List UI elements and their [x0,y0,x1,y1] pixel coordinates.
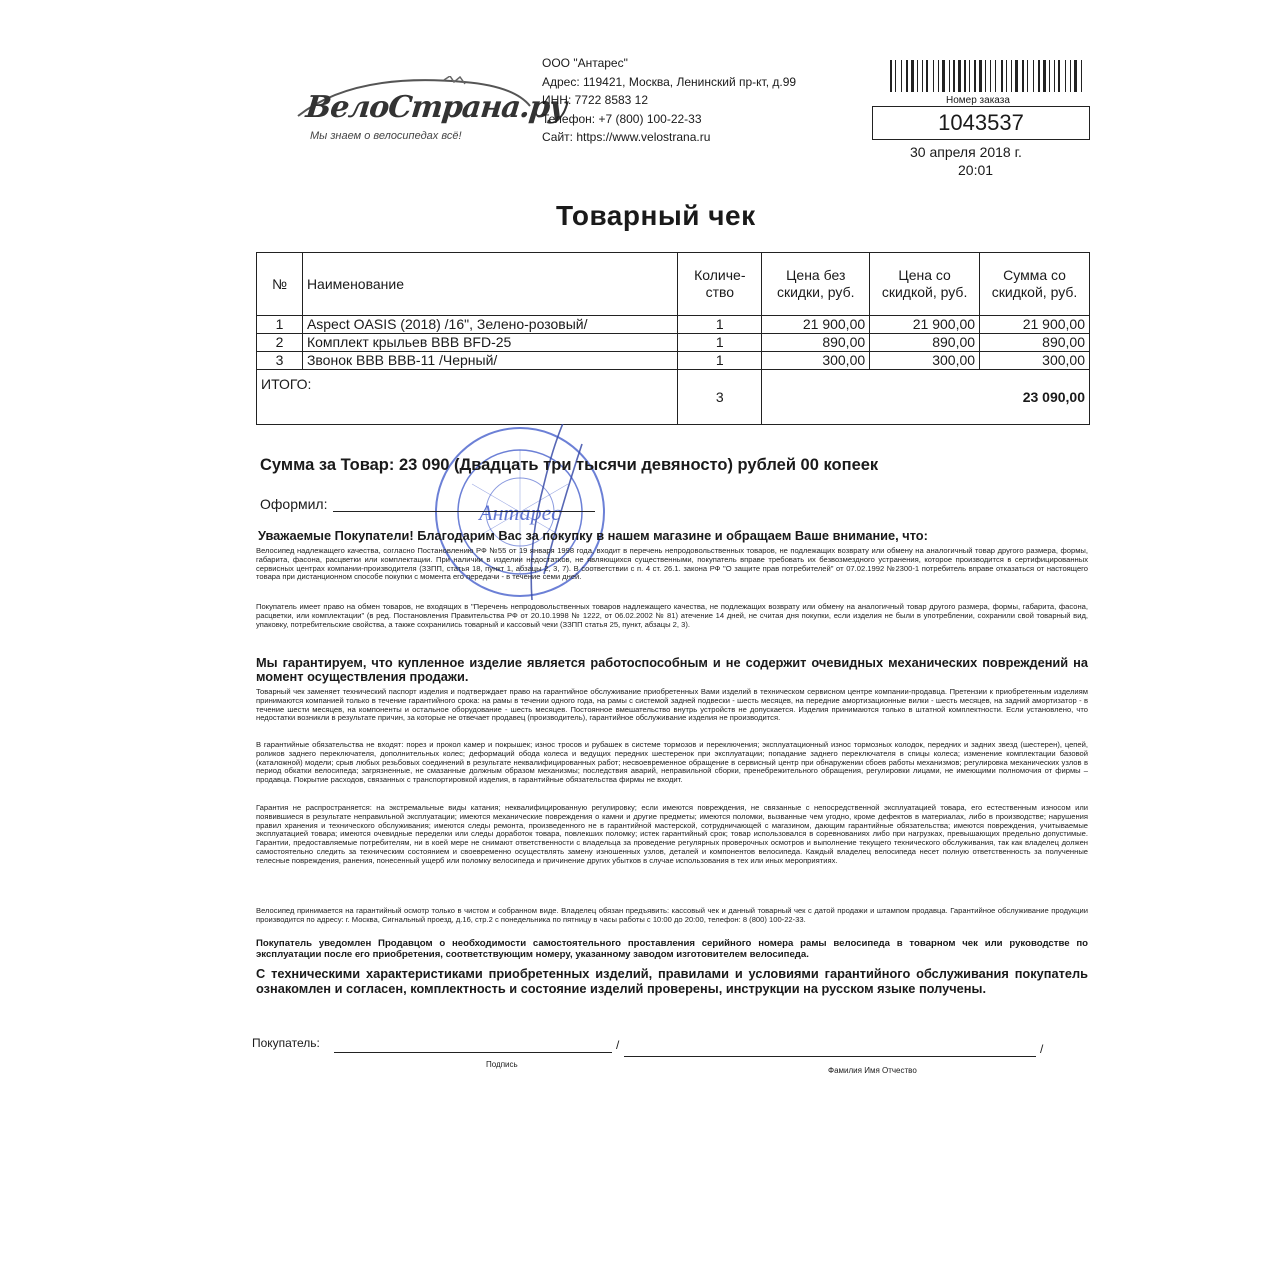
prepared-by-label: Оформил: [260,496,328,512]
terms-paragraph-2: Покупатель имеет право на обмен товаров, не входящих в "Перечень непродовольственных товаров надлежащего качества, не подлежащих возврату или обмену на аналогичный товар другого размера, формы, габарита, фасона, расцветки, или комплектации" (в ред. Постановления Правительства РФ от 20.10.1998 № 1222, от 06.02.2002 № 81) атечение 14 дней, не считая дня покупки, если изделия не были в употреблении, сохранили свой товарный вид, упаковку, потребительские свойства, а также сохранились товарный и кассовый чеки (ЗЗПП статья 25, пункт, абзацы 2, 3). [256,602,1088,629]
row-qty: 1 [678,352,762,370]
serial-notice: Покупатель уведомлен Продавцом о необходимости самостоятельного проставления серийного номера рамы велосипеда в товарном чек или руководстве по эксплуатации после его приобретения, соответствующим номеру, указанному заводом изготовителем велосипеда. [256,938,1088,960]
order-number: 1043537 [872,106,1090,140]
table-total-row [257,370,1090,425]
separator-slash: / [1040,1042,1044,1056]
row-sum: 890,00 [980,334,1090,352]
terms-paragraph-3: Товарный чек заменяет технический паспорт изделия и подтверждает право на гарантийное обслуживание приобретенных Вами изделий в техническом сервисном центре компании-продавца. Претензии к приобретенным изделиям принимаются компанией только в течение гарантийного срока: на рамы в течении одного года, на рамы с системой задней подвески - шесть месяцев, на передние амортизационные вилки - шесть месяцев, на задний амортизатор - в течение шести месяцев, на компоненты и остальное оборудование - шесть месяцев. Постоянное вмешательство внутрь устройств не допускается. Изделия принимаются только в штатной комплектности. Если установлено, что недостатки возникли в результате причин, за которые не отвечает продавец (производитель), гарантийное обслуживание изделия не производится. [256,687,1088,723]
full-name-line [624,1056,1036,1057]
terms-paragraph-6: Велосипед принимается на гарантийный осмотр только в чистом и собранном виде. Владелец обязан предъявить: кассовый чек и данный товарный чек с датой продажи и штампом продавца. Гарантийное обслуживание продукции производится по адресу: г. Москва, Сигнальный проезд, д.16, стр.2 с понедельника по пятницу в часы работы с 10:00 до 20:00, телефон: 8 (800) 100-22-33. [256,906,1088,924]
row-price: 890,00 [762,334,870,352]
row-name: Звонок BBB BBB-11 /Черный/ [302,352,677,370]
order-date: 30 апреля 2018 г. [910,144,1022,160]
company-phone: Телефон: +7 (800) 100-22-33 [542,111,702,126]
notice-heading: Уважаемые Покупатели! Благодарим Вас за покупку в нашем магазине и обращаем Ваше внимание, что: [258,528,928,543]
signature-line [334,1052,612,1053]
buyer-label: Покупатель: [252,1036,320,1050]
row-price: 300,00 [762,352,870,370]
total-label: ИТОГО: [257,370,678,425]
terms-paragraph-5: Гарантия не распространяется: на экстремальные виды катания; неквалифицированную регулировку; если имеются повреждения, не связанные с непосредственной эксплуатацией товара, его естественным износом или появившиеся в результате неправильной эксплуатации; имеются механические повреждения о камни и другие предметы; имеются поломки, вызванные чем угодно, кроме дефектов в материалах, либо в производстве; нарушения правил хранения и технического обслуживания; имеются следы ремонта, произведенного не в гарантийной мастерской, сотрудничающей с магазином, дающим гарантийные обязательства; имеются повреждения, учитываемые эксплуатацией товара; имеются очевидные переделки или следы доработок товара, повлекших поломку; истек гарантийный срок; товар использовался в соревнованиях либо при нагрузках, превышающих предельно допустимые. Гарантии, предоставляемые потребителям, ни в коей мере не снимают ответственности с владельца за проведение регулярных проверочных осмотров и выполнение текущего технического обслуживания, так как владелец должен самостоятельно следить за техническим состоянием и своевременно осуществлять замену изношенных узлов, деталей и компонентов велосипеда. Каждый владелец велосипеда несет полную ответственность за полученные телесные повреждения, ранения, понесенный ущерб или поломку велосипеда и причинение других убытков в случае использования в тех или иных мероприятиях. [256,803,1088,865]
row-sum: 300,00 [980,352,1090,370]
separator-slash: / [616,1038,620,1052]
table-header-row [257,253,1090,316]
row-discount-price: 890,00 [870,334,980,352]
company-site: Сайт: https://www.velostrana.ru [542,130,711,144]
row-sum: 21 900,00 [980,316,1090,334]
signature-caption: Подпись [486,1060,518,1069]
table-row [257,352,1090,370]
row-number: 3 [257,352,303,370]
stamp-text: Антарес [479,500,561,525]
col-header-qty: Количе-ство [678,253,762,316]
row-name: Комплект крыльев BBB BFD-25 [302,334,677,352]
col-header-discount-price: Цена со скидкой, руб. [870,253,980,316]
total-qty: 3 [678,370,762,425]
company-inn: ИНН: 7722 8583 12 [542,93,649,107]
row-price: 21 900,00 [762,316,870,334]
full-name-caption: Фамилия Имя Отчество [828,1066,917,1075]
company-info [542,54,796,147]
company-logo [300,82,568,152]
row-discount-price: 300,00 [870,352,980,370]
row-name: Aspect OASIS (2018) /16", Зелено-розовый/ [302,316,677,334]
row-discount-price: 21 900,00 [870,316,980,334]
logo-text: ВелоСтрана.ру [304,90,568,125]
company-address: Адрес: 119421, Москва, Ленинский пр-кт, д.99 [542,74,797,89]
col-header-sum: Сумма со скидкой, руб. [980,253,1090,316]
acknowledgement: С техническими характеристиками приобретенных изделий, правилами и условиями гарантийного обслуживания покупатель ознакомлен и согласен, комплектность и состояние изделий проверены, инструкции на русском языке получены. [256,966,1088,996]
document-title: Товарный чек [556,200,756,231]
prepared-by-line [333,499,595,512]
table-row [257,316,1090,334]
row-number: 1 [257,316,303,334]
order-number-label: Номер заказа [946,95,1010,106]
col-header-price: Цена без скидки, руб. [762,253,870,316]
sum-in-words: Сумма за Товар: 23 090 (Двадцать три тысячи девяносто) рублей 00 копеек [260,456,879,474]
total-sum: 23 090,00 [762,370,1090,425]
guarantee-heading: Мы гарантируем, что купленное изделие является работоспособным и не содержит очевидных механических повреждений на момент осуществления продажи. [256,655,1088,684]
table-row [257,334,1090,352]
items-table [256,252,1090,425]
logo-tagline: Мы знаем о велосипедах всё! [310,130,462,142]
terms-paragraph-4: В гарантийные обязательства не входят: порез и прокол камер и покрышек; износ тросов и рубашек в системе тормозов и переключения; эксплуатационный износ тормозных колодок, передних и задних звезд (шестерен), цепей, роликов заднего переключателя, дополнительных колес; деформаций обода колеса и ведущих передних шестеренок при эксплуатации; попадание заднего переключателя в спицы колеса; изменение комплектации базовой (каталожной) модели; срыв любых резьбовых соединений в результате неквалифицированных работ; несвоевременное обращение в сервисный центр при обнаружении сбоев работы механизмов; регулировка механических узлов в период обкатки велосипеда; загрязненные, не смазанные должным образом механизмы; последствия аварий, неправильной сборки, пренебрежительного обращения, регулировки лицами, не имеющими полномочия от фирмы – продавца. Покрытие расходов, связанных с транспортировкой изделия, в гарантийные обязательства фирмы не входит. [256,740,1088,785]
row-qty: 1 [678,334,762,352]
row-qty: 1 [678,316,762,334]
order-time: 20:01 [958,162,994,178]
barcode-icon [888,60,1088,94]
company-name: ООО "Антарес" [542,56,628,70]
row-number: 2 [257,334,303,352]
terms-paragraph-1: Велосипед надлежащего качества, согласно Постановлению РФ №55 от 19 января 1998 года, входит в перечень непродовольственных товаров, не подлежащих возврату или обмену на аналогичный товар другого размера, формы, габарита, фасона, расцветки или комплектации. При наличии в изделии недостатков, не являющихся существенными, покупатель вправе требовать их безвозмездного устранения, которое производится в сертифицированных сервисных центрах компании-производителя (ЗЗПП, статья 18, пункт 1, абзацы 2, 3, 7). В соответствии с п. 4 ст. 26.1. закона РФ "О защите прав потребителей" от 07.02.1992 №2300-1 потребитель вправе отказаться от настоящего товара при дистанционном способе покупки с момента его передачи - в течение семи дней. [256,546,1088,582]
prepared-by-field [260,496,595,512]
col-header-number: № [257,253,303,316]
col-header-name: Наименование [302,253,677,316]
